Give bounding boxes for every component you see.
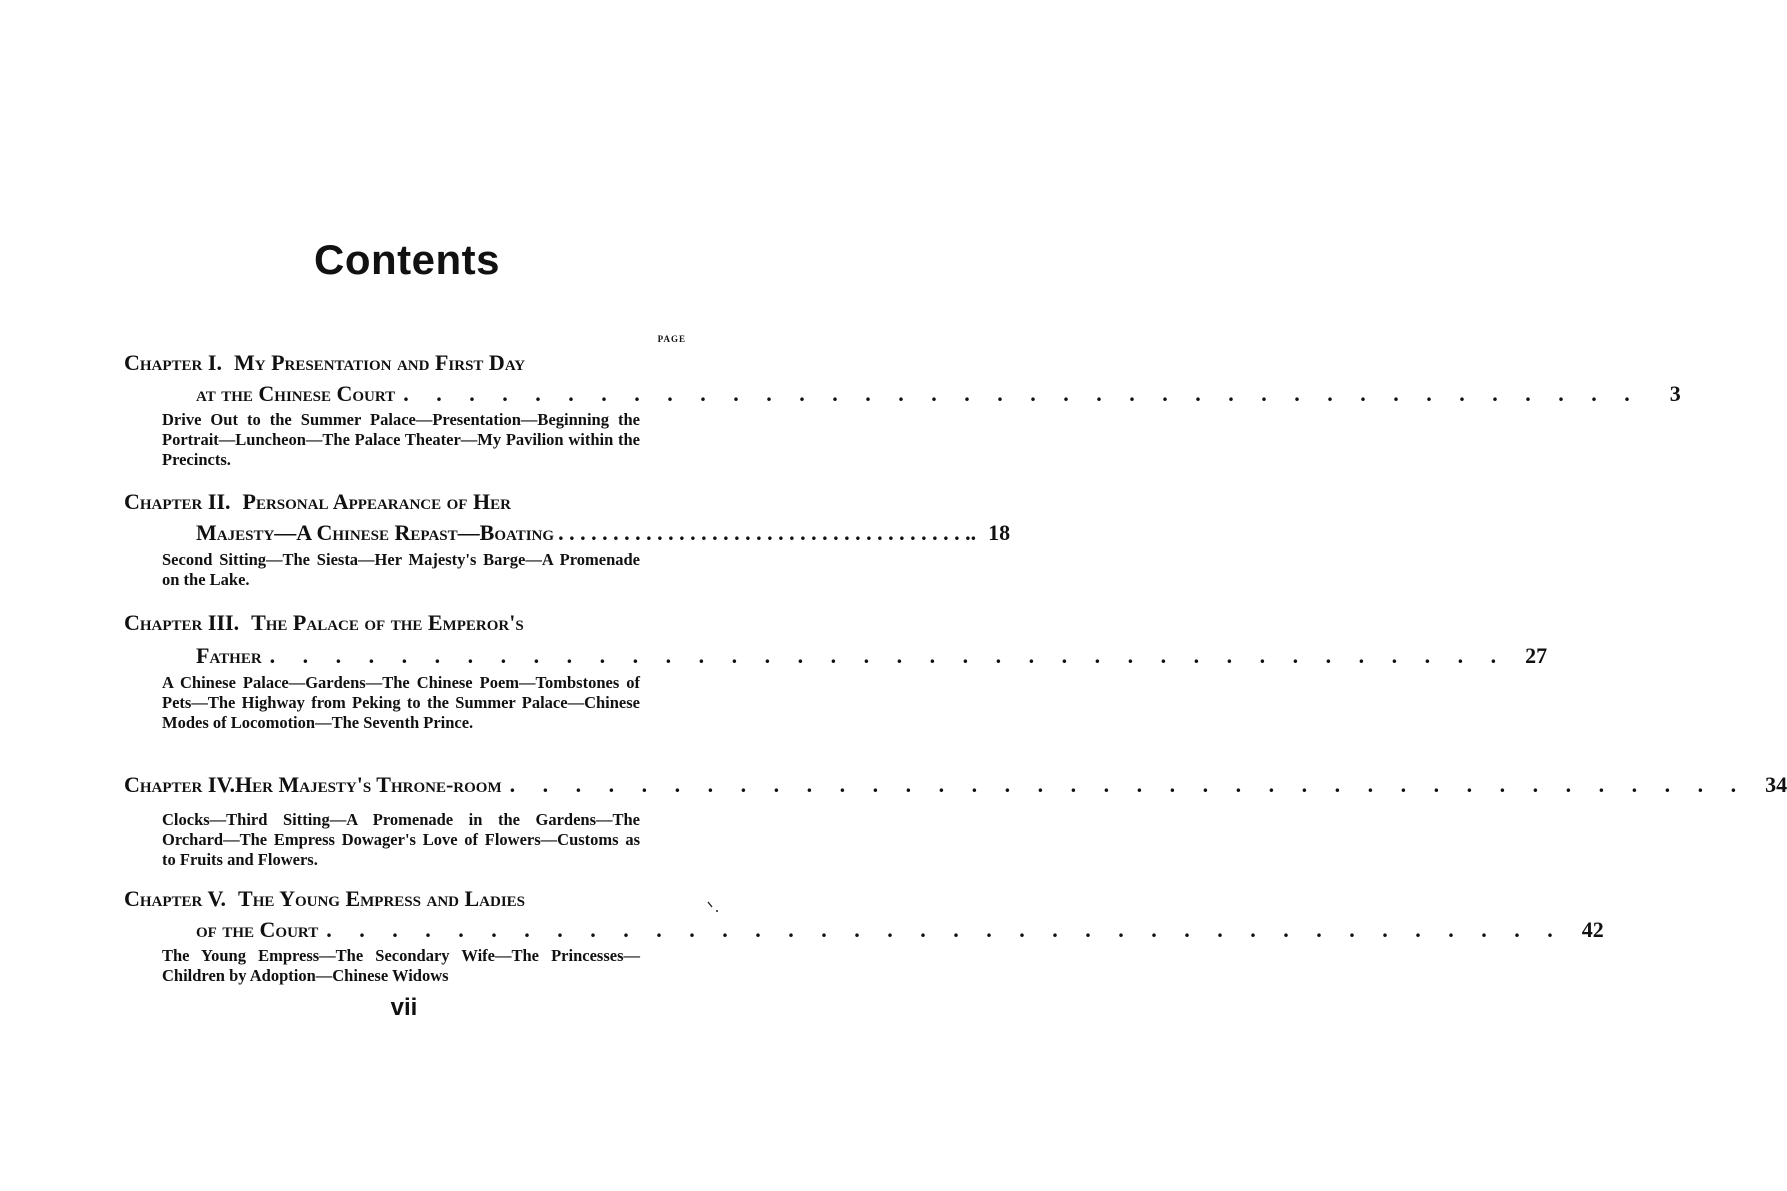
- chapter-3-label: Chapter III.: [124, 610, 240, 635]
- chapter-2-page-number: 18: [988, 520, 1011, 545]
- chapter-1-dot-leader: [395, 378, 1647, 409]
- chapter-1-heading: [124, 347, 1681, 409]
- chapter-1-summary: Drive Out to the Summer Palace—Presentation—Beginning the Portrait—Luncheon—The Palace Theater—My Pavilion within the Precincts.: [162, 410, 640, 469]
- chapter-4-page-number: 34: [1765, 772, 1787, 797]
- page-title: Contents: [314, 236, 500, 283]
- chapter-5-heading-line-2: [124, 914, 1604, 945]
- chapter-5-label: Chapter V.: [124, 886, 227, 911]
- chapter-2-heading: [124, 486, 1011, 548]
- chapter-2-heading-line-2: [124, 517, 1011, 548]
- chapter-2-dot-leader: . . . .: [554, 517, 976, 548]
- chapter-3-page-number: 27: [1525, 643, 1548, 668]
- chapter-1-title-line-1: My Presentation and First Day: [233, 350, 526, 375]
- chapter-2-title-line-2: Majesty—A Chinese Repast—Boating: [196, 520, 555, 545]
- chapter-3-heading-line-1: [124, 607, 686, 638]
- chapter-4-label: Chapter IV.: [124, 772, 236, 797]
- page-column-label: PAGE: [657, 334, 686, 344]
- chapter-5-heading-line-1: [124, 883, 686, 914]
- chapter-5-title-line-1: The Young Empress and Ladies: [238, 886, 526, 911]
- chapter-4-dot-leader: [502, 769, 1754, 800]
- chapter-3-heading-line-2: [124, 640, 1548, 671]
- chapter-5-title-line-2: of the Court: [196, 917, 319, 942]
- chapter-4-heading: [124, 769, 1787, 800]
- chapter-3-heading: [124, 607, 1548, 671]
- chapter-5-dot-leader: [318, 914, 1570, 945]
- page-folio: vii: [390, 994, 418, 1021]
- chapter-1-title-line-2: at the Chinese Court: [196, 381, 396, 406]
- chapter-3-title-line-2: Father: [196, 643, 262, 668]
- chapter-2-title-line-1: Personal Appearance of Her: [242, 489, 511, 514]
- chapter-2-label: Chapter II.: [124, 489, 231, 514]
- chapter-1-heading-line-1: [124, 347, 686, 378]
- ink-speck-mark: [707, 900, 721, 914]
- chapter-3-title-line-1: The Palace of the Emperor's: [251, 610, 524, 635]
- chapter-1-label: Chapter I.: [124, 350, 222, 375]
- chapter-5-page-number: 42: [1581, 917, 1604, 942]
- chapter-3-dot-leader: [262, 640, 1514, 671]
- chapter-5-summary: The Young Empress—The Secondary Wife—The Princesses—Children by Adoption—Chinese Widows: [162, 946, 640, 985]
- chapter-4-title-line-1: Her Majesty's Throne-room: [235, 772, 502, 797]
- chapter-2-heading-line-1: [124, 486, 686, 517]
- chapter-1-page-number: 3: [1669, 381, 1681, 406]
- chapter-4-heading-line-1: [124, 769, 1787, 800]
- chapter-3-summary: A Chinese Palace—Gardens—The Chinese Poem—Tombstones of Pets—The Highway from Peking to the Summer Palace—Chinese Modes of Locomotion—The Seventh Prince.: [162, 673, 640, 732]
- chapter-1-heading-line-2: [124, 378, 1681, 409]
- chapter-2-summary: Second Sitting—The Siesta—Her Majesty's Barge—A Promenade on the Lake.: [162, 550, 640, 589]
- chapter-4-summary: Clocks—Third Sitting—A Promenade in the Gardens—The Orchard—The Empress Dowager's Love of Flowers—Customs as to Fruits and Flowers.: [162, 810, 640, 869]
- chapter-5-heading: [124, 883, 1604, 945]
